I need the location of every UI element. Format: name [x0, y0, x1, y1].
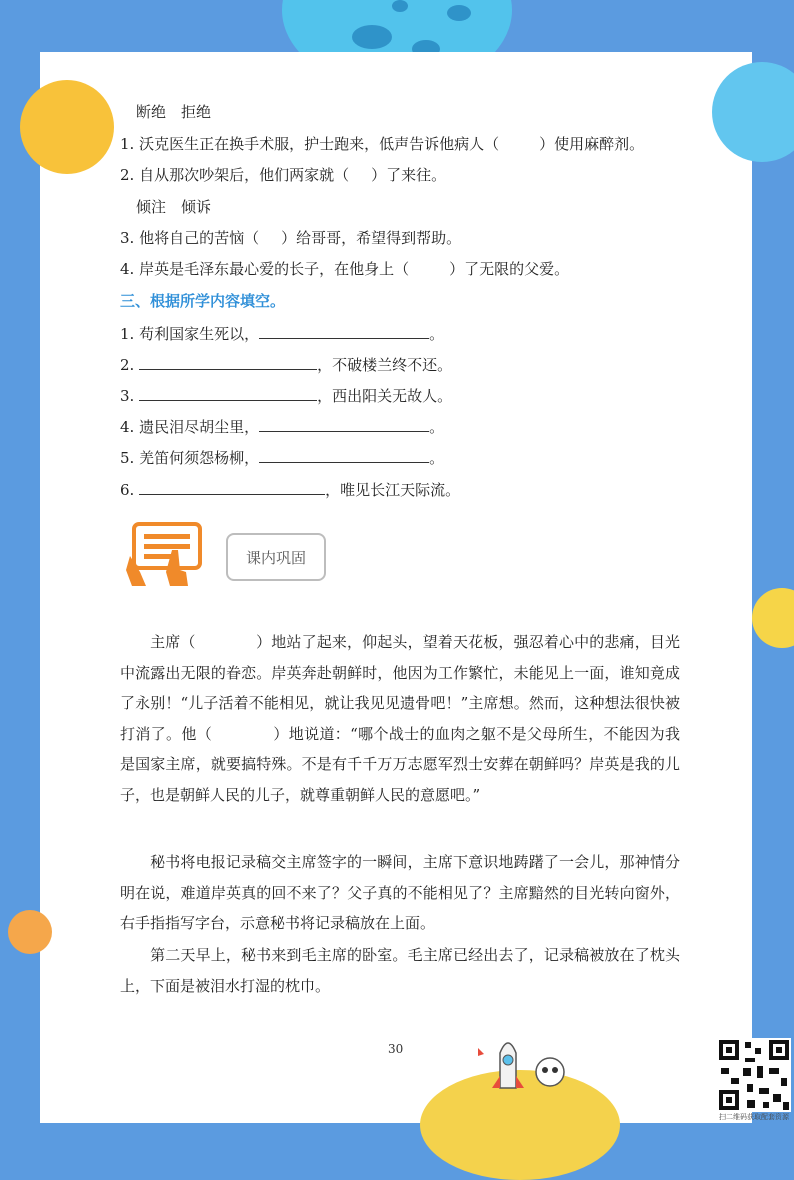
consolidation-label: 课内巩固 — [226, 533, 326, 581]
question-text-end: ）给哥哥，希望得到帮助。 — [281, 229, 462, 247]
rocket-astronaut-illustration — [470, 1028, 580, 1098]
question-number: 2. — [120, 166, 135, 184]
planet-moon-decoration — [752, 588, 794, 648]
question-text: 岸英是毛泽东最心爱的长子，在他身上（ — [139, 260, 410, 278]
worksheet-page — [40, 52, 752, 1123]
question-2 — [120, 165, 446, 185]
question-number: 3. — [120, 229, 135, 247]
answer-blank[interactable] — [139, 384, 317, 401]
question-text-end: ）使用麻醉剂。 — [539, 135, 645, 153]
section-3-title: 三、根据所学内容填空。 — [120, 292, 286, 310]
word-choice-group-1: 断绝 拒绝 — [136, 103, 212, 121]
passage-paragraph-2 — [120, 847, 680, 939]
item-number: 6. — [120, 481, 135, 499]
answer-blank[interactable] — [139, 478, 325, 495]
item-text: 苟利国家生死以， — [139, 325, 260, 343]
fill-item-5 — [120, 446, 444, 468]
question-text: 自从那次吵架后，他们两家就（ — [139, 166, 350, 184]
paragraph-text: 主席（ ）地站了起来，仰起头，望着天花板，强忍着心中的悲痛，目光中流露出无限的眷恋。岸英奔赴朝鲜时，他因为工作繁忙，未能见上一面，谁知竟成了永别！“儿子活着不能相见，就让我见见遗骨吧！”主席想。然而，这种想法很快被打消了。他（ ）地说道：“哪个战士的血肉之躯不是父母所生，不能因为我是国家主席，就要搞特殊。不是有千千万万志愿军烈士安葬在朝鲜吗？岸英是我的儿子，也是朝鲜人民的儿子，就尊重朝鲜人民的意愿吧。” — [120, 633, 680, 804]
planet-orange-decoration — [8, 910, 52, 954]
fill-item-6 — [120, 478, 460, 500]
question-number: 4. — [120, 260, 135, 278]
qr-caption: 扫二维码获取配套资源 — [719, 1113, 789, 1121]
item-number: 4. — [120, 418, 135, 436]
fill-item-4 — [120, 415, 444, 437]
item-text-end: ，西出阳关无故人。 — [317, 387, 453, 405]
answer-blank[interactable] — [259, 446, 429, 463]
item-text: 羌笛何须怨杨柳， — [139, 449, 260, 467]
item-number: 3. — [120, 387, 135, 405]
item-number: 1. — [120, 325, 135, 343]
item-text-end: ，唯见长江天际流。 — [325, 481, 461, 499]
fill-item-1 — [120, 322, 444, 344]
question-text: 沃克医生正在换手术服，护士跑来，低声告诉他病人（ — [139, 135, 500, 153]
item-text-end: 。 — [429, 418, 445, 436]
word-choice-group-2: 倾注 倾诉 — [136, 198, 212, 216]
tablet-hand-icon — [126, 520, 206, 590]
fill-item-2 — [120, 353, 452, 375]
planet-yellow-decoration — [20, 80, 114, 174]
item-text-end: 。 — [429, 449, 445, 467]
passage-paragraph-3 — [120, 940, 680, 1001]
item-number: 2. — [120, 356, 135, 374]
question-1 — [120, 134, 644, 154]
question-text: 他将自己的苦恼（ — [139, 229, 260, 247]
page-number: 30 — [388, 1042, 404, 1056]
item-number: 5. — [120, 449, 135, 467]
question-number: 1. — [120, 135, 135, 153]
paragraph-text: 第二天早上，秘书来到毛主席的卧室。毛主席已经出去了，记录稿被放在了枕头上，下面是被泪水打湿的枕巾。 — [120, 946, 680, 995]
question-text-end: ）了来往。 — [371, 166, 447, 184]
question-3 — [120, 228, 461, 248]
item-text: 遗民泪尽胡尘里， — [139, 418, 260, 436]
question-text-end: ）了无限的父爱。 — [449, 260, 570, 278]
answer-blank[interactable] — [139, 353, 317, 370]
qr-code[interactable] — [717, 1038, 791, 1112]
item-text-end: ，不破楼兰终不还。 — [317, 356, 453, 374]
answer-blank[interactable] — [259, 322, 429, 339]
passage-paragraph-1 — [120, 627, 680, 810]
question-4 — [120, 259, 569, 279]
paragraph-text: 秘书将电报记录稿交主席签字的一瞬间，主席下意识地踌躇了一会儿，那神情分明在说，难道岸英真的回不来了？父子真的不能相见了？主席黯然的目光转向窗外，右手指指写字台，示意秘书将记录稿放在上面。 — [120, 853, 680, 932]
item-text-end: 。 — [429, 325, 445, 343]
fill-item-3 — [120, 384, 452, 406]
answer-blank[interactable] — [259, 415, 429, 432]
